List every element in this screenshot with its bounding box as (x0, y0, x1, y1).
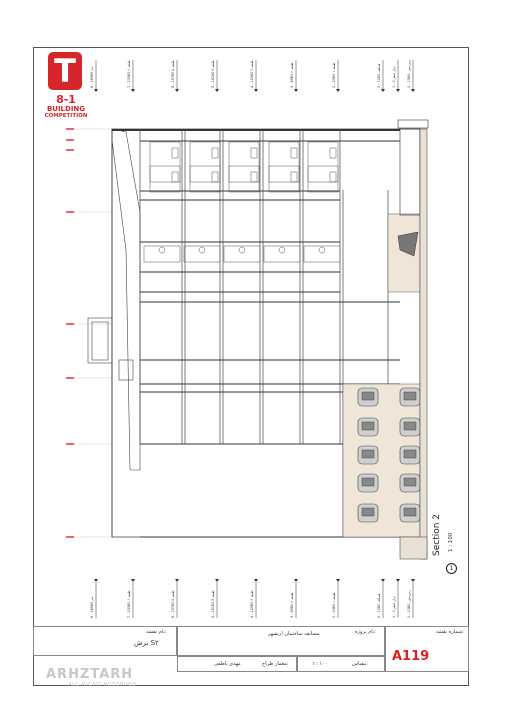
level-label: 3 - طبقه ۲ 8980 (290, 62, 294, 88)
car-window (362, 450, 374, 458)
logo-line-2: BUILDING (46, 105, 86, 113)
car-window (362, 508, 374, 516)
level-label: 1 - تراز صفر 0 (392, 596, 396, 618)
level-ticks-left (66, 129, 74, 537)
watermark-rights: ALL RIGHT RESERVED (68, 682, 137, 688)
level-label: 2 - طبقه ۱ 5380 (332, 62, 336, 88)
level-marker-triangle (294, 89, 298, 92)
fixture-unit (330, 148, 336, 158)
fixture-unit (172, 172, 178, 182)
level-label: 7 - طبقه ۶ 23380 (127, 60, 131, 88)
drawing-name-value: برش S۲ (134, 639, 159, 647)
level-marker-triangle (175, 579, 179, 582)
level-marker-triangle (254, 89, 258, 92)
fixture-box (190, 166, 220, 192)
project-value: مسابقه ساختمان ارتشهر (268, 631, 320, 637)
level-label: 2 - همکف 1280 (377, 63, 381, 88)
level-label: 6 - بام 26980 (90, 66, 94, 88)
fixture-circle (279, 247, 285, 253)
level-marker-triangle (411, 579, 415, 582)
level-label: 6 - طبقه ۵ 19780 (171, 590, 175, 618)
fixtures-upper (150, 142, 338, 192)
sheet-number-label: شماره نقشه: (436, 629, 464, 635)
fixture-unit (172, 148, 178, 158)
section-scale: 1 : 100 (448, 532, 454, 552)
level-label: 5 - طبقه ۴ 16180 (211, 60, 215, 88)
fixture-unit (251, 148, 257, 158)
fixture-circle (199, 247, 205, 253)
car-window (404, 392, 416, 400)
counter-box (224, 246, 260, 262)
fixture-unit (291, 172, 297, 182)
level-label: 5 - طبقه ۴ 16180 (211, 590, 215, 618)
level-leader-lines (74, 129, 112, 537)
fixture-unit (212, 148, 218, 158)
level-markers-top (90, 60, 415, 92)
scale-value: ۱ : ۱۰۰ (312, 661, 328, 667)
level-marker-triangle (411, 89, 415, 92)
level-marker-triangle (396, 579, 400, 582)
project-label: نام پروژه: (355, 629, 376, 635)
counter-box (144, 246, 180, 262)
fixture-circle (159, 247, 165, 253)
level-marker-triangle (336, 579, 340, 582)
sheet-number: A119 (392, 649, 430, 664)
fixture-unit (330, 172, 336, 182)
designer-label: معمار طراح: (262, 661, 289, 667)
level-label: 6 - طبقه ۵ 19780 (171, 60, 175, 88)
car-window (404, 478, 416, 486)
fixture-box (269, 166, 299, 192)
car-window (404, 450, 416, 458)
level-label: 2 - طبقه ۱ 5380 (332, 592, 336, 618)
logo-mark-letter: T (54, 52, 76, 90)
level-marker-triangle (294, 579, 298, 582)
level-marker-triangle (254, 579, 258, 582)
fixture-unit (251, 172, 257, 182)
drawing-name-label: نام نقشه: (146, 629, 167, 635)
fixture-unit (291, 148, 297, 158)
level-marker-triangle (175, 89, 179, 92)
level-label: 1 - تراز صفر 0 (392, 66, 396, 88)
scale-cell (297, 656, 385, 672)
level-marker-triangle (215, 579, 219, 582)
level-marker-triangle (131, 579, 135, 582)
level-markers-bottom (90, 579, 415, 618)
logo-line-3: COMPETITION (44, 113, 88, 119)
section-title: Section 2 (432, 513, 442, 556)
level-marker-triangle (215, 89, 219, 92)
counter-box (184, 246, 220, 262)
level-label: 7 - طبقه ۶ 23380 (127, 590, 131, 618)
level-marker-triangle (336, 89, 340, 92)
watermark-brand: ARHZTARH (46, 667, 134, 682)
logo-line-1: 8-1 (56, 93, 76, 106)
level-marker-triangle (94, 579, 98, 582)
level-marker-triangle (381, 89, 385, 92)
level-label: 0 - زیرزمین -1580 (407, 60, 411, 88)
fixtures-middle (144, 246, 340, 262)
level-label: 6 - بام 26980 (90, 596, 94, 618)
designer-value: مهدی ناطقی (214, 661, 241, 667)
car-window (362, 422, 374, 430)
counter-box (304, 246, 340, 262)
counter-box (264, 246, 300, 262)
car-window (362, 478, 374, 486)
fixture-box (150, 166, 180, 192)
scale-label: مقیاس: (352, 661, 369, 667)
left-canopy (88, 129, 140, 470)
fixture-unit (212, 172, 218, 182)
level-marker-triangle (94, 89, 98, 92)
fixture-box (308, 166, 338, 192)
level-marker-triangle (381, 579, 385, 582)
level-marker-triangle (131, 89, 135, 92)
level-label: 3 - طبقه ۲ 8980 (290, 592, 294, 618)
fixture-box (229, 166, 259, 192)
car-window (404, 508, 416, 516)
fixture-circle (239, 247, 245, 253)
car-window (362, 392, 374, 400)
level-label: 4 - طبقه ۳ 12580 (250, 590, 254, 618)
fixture-circle (319, 247, 325, 253)
section-number-circle: 1 (446, 563, 457, 574)
level-marker-triangle (396, 89, 400, 92)
level-label: 2 - همکف 1280 (377, 593, 381, 618)
level-label: 0 - زیرزمین -1580 (407, 590, 411, 618)
level-label: 4 - طبقه ۳ 12580 (250, 60, 254, 88)
car-window (404, 422, 416, 430)
